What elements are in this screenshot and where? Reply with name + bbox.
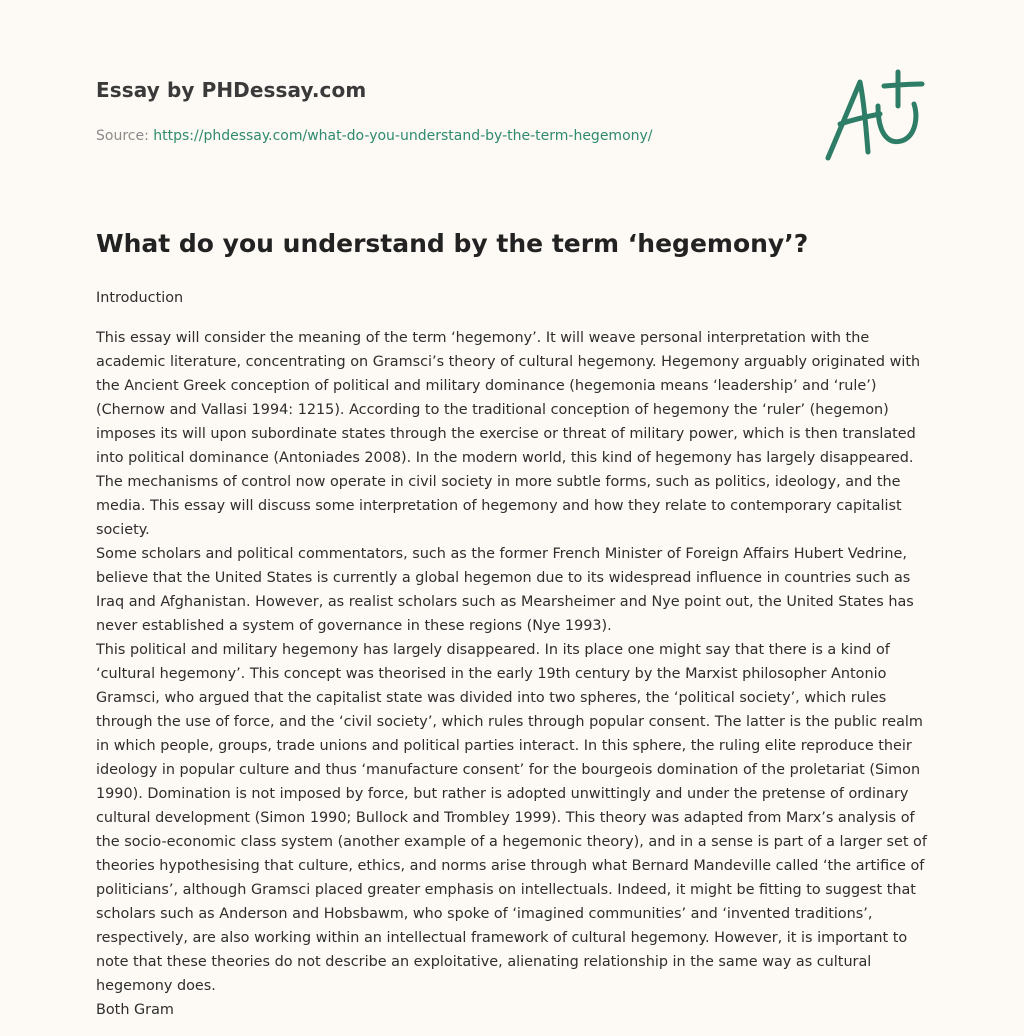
paragraph: This essay will consider the meaning of the term ‘hegemony’. It will weave personal interpretation with the academic literature, concentrating on Gramsci’s theory of cultural hegemony. Hegemony arguably originated with the Ancient Greek conception of political and military dominance (hegemonia means ‘leadership’ and ‘rule’) (Chernow and Vallasi 1994: 1215). According to the traditional conception of hegemony the ‘ruler’ (hegemon) imposes its will upon subordinate states through the exercise or threat of military power, which is then translated into political dominance (Antoniades 2008). In the modern world, this kind of hegemony has largely disappeared. The mechanisms of control now operate in civil society in more subtle forms, such as politics, ideology, and the media. This essay will discuss some interpretation of hegemony and how they relate to contemporary capitalist society. xyxy=(96,330,921,538)
paragraph: Both Gram xyxy=(96,1002,174,1018)
source-link[interactable]: https://phdessay.com/what-do-you-understand-by-the-term-hegemony/ xyxy=(153,128,653,144)
paragraph: Some scholars and political commentators, such as the former French Minister of Foreign Affairs Hubert Vedrine, believe that the United States is currently a global hegemon due to its widespread influence in countries such as Iraq and Afghanistan. However, as realist scholars such as Mearsheimer and Nye point out, the United States has never established a system of governance in these regions (Nye 1993). xyxy=(96,546,914,634)
source-label: Source: xyxy=(96,128,154,144)
essay-title: What do you understand by the term ‘hegemony’? xyxy=(96,229,809,258)
source-line xyxy=(96,126,796,146)
paragraph: This political and military hegemony has largely disappeared. In its place one might say that there is a kind of ‘cultural hegemony’. This concept was theorised in the early 19th century by the Marxist philosopher Antonio Gramsci, who argued that the capitalist state was divided into two spheres, the ‘political society’, which rules through the use of force, and the ‘civil society’, which rules through popular consent. The latter is the public realm in which people, groups, trade unions and political parties interact. In this sphere, the ruling elite reproduce their ideology in popular culture and thus ‘manufacture consent’ for the bourgeois domination of the proletariat (Simon 1990). Domination is not imposed by force, but rather is adopted unwittingly and under the pretense of ordinary cultural development (Simon 1990; Bullock and Trombley 1999). This theory was adapted from Marx’s analysis of the socio-economic class system (another example of a hegemonic theory), and in a sense is part of a larger set of theories hypothesising that culture, ethics, and norms arise through what Bernard Mandeville called ‘the artifice of politicians’, although Gramsci placed greater emphasis on intellectuals. Indeed, it might be fitting to suggest that scholars such as Anderson and Hobsbawm, who spoke of ‘imagined communities’ and ‘invented traditions’, respectively, are also working within an intellectual framework of cultural hegemony. However, it is important to note that these theories do not describe an exploitative, alienating relationship in the same way as cultural hegemony does. xyxy=(96,642,927,994)
essay-body xyxy=(96,286,932,1022)
site-brand: Essay by PHDessay.com xyxy=(96,78,367,102)
a-plus-logo-icon xyxy=(818,66,930,166)
section-heading: Introduction xyxy=(96,290,184,306)
essay-header xyxy=(96,76,796,146)
